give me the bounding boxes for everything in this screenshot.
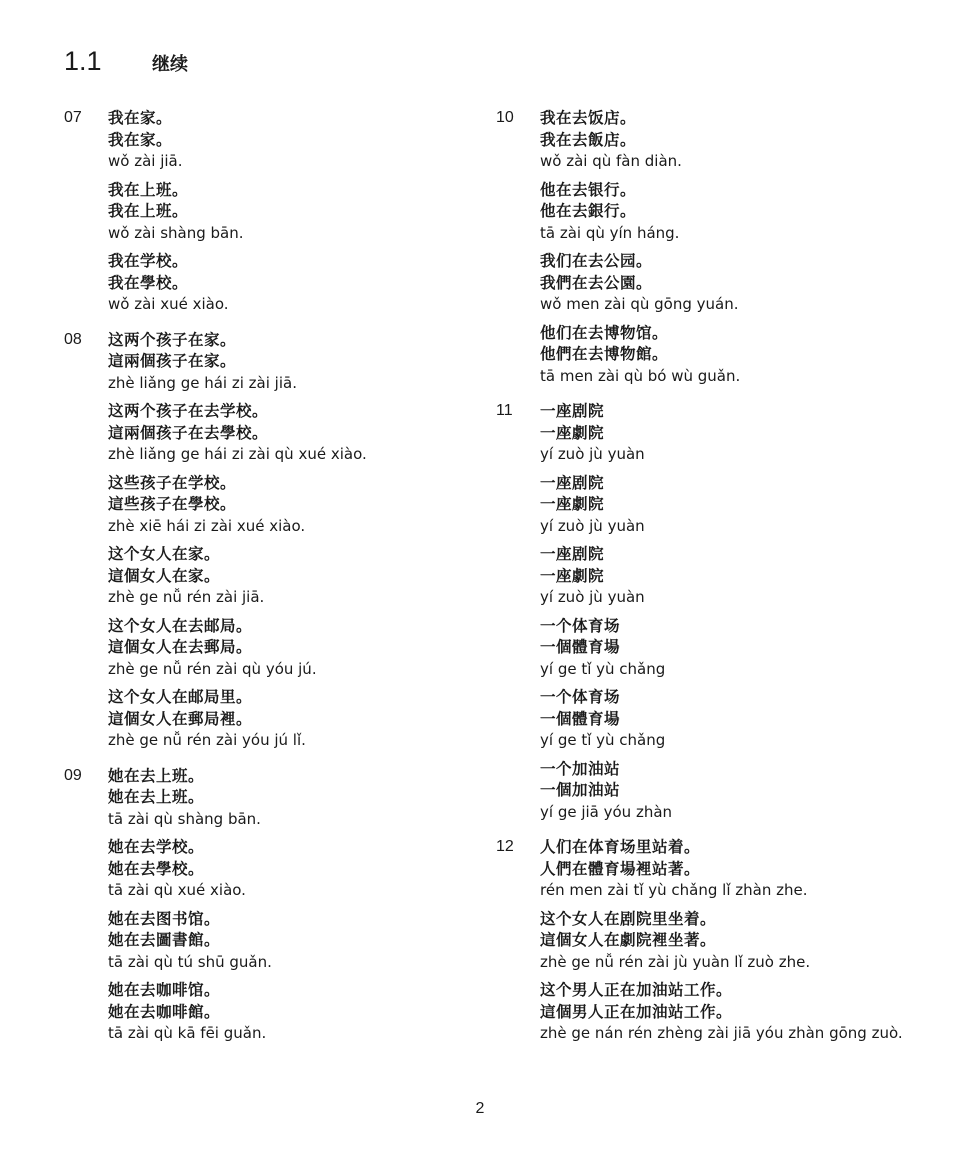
sentence-group: [108, 909, 484, 974]
section-number: 1.1: [64, 46, 102, 76]
simplified-text: 这些孩子在学校。: [108, 473, 237, 492]
pinyin-text: zhè ge nǚ rén zài jù yuàn lǐ zuò zhe.: [540, 952, 811, 971]
simplified-text: 一个体育场: [540, 688, 621, 706]
simplified-text: 一座剧院: [540, 402, 605, 420]
simplified-text: 他们在去博物馆。: [540, 323, 669, 342]
simplified-text: 我在家。: [108, 109, 173, 127]
simplified-text: 我在上班。: [108, 180, 189, 199]
exercise-number: 07: [64, 109, 82, 126]
traditional-text: 我在去飯店。: [540, 130, 637, 149]
sentence-group: [108, 180, 484, 245]
pinyin-text: zhè xiē hái zi zài xué xiào.: [108, 516, 306, 535]
exercise-number: 10: [496, 109, 514, 126]
simplified-text: 这两个孩子在去学校。: [108, 402, 269, 420]
traditional-text: 這兩個孩子在去學校。: [108, 423, 269, 442]
pinyin-text: wǒ zài qù fàn diàn.: [540, 152, 682, 170]
traditional-text: 這兩個孩子在家。: [108, 352, 237, 370]
simplified-text: 我在学校。: [108, 252, 189, 270]
pinyin-text: wǒ men zài qù gōng yuán.: [540, 295, 739, 313]
simplified-text: 她在去上班。: [108, 766, 205, 785]
exercise-number: 11: [496, 402, 513, 419]
sentence-group: [108, 251, 484, 316]
pinyin-text: yí ge tǐ yù chǎng: [540, 659, 666, 678]
pinyin-text: tā zài qù yín háng.: [540, 223, 680, 242]
exercise-12: [496, 837, 916, 1045]
sentence-group: [108, 616, 484, 681]
pinyin-text: wǒ zài jiā.: [108, 152, 183, 170]
simplified-text: 我们在去公园。: [540, 252, 653, 270]
pinyin-text: yí zuò jù yuàn: [540, 516, 645, 535]
traditional-text: 我在家。: [108, 130, 173, 149]
exercise-items: [108, 766, 484, 1045]
simplified-text: 一座剧院: [540, 473, 605, 492]
pinyin-text: wǒ zài xué xiào.: [108, 295, 229, 313]
traditional-text: 一個體育場: [540, 709, 621, 728]
exercise-07: [64, 108, 484, 316]
pinyin-text: yí ge tǐ yù chǎng: [540, 731, 666, 749]
pinyin-text: zhè ge nǚ rén zài jiā.: [108, 588, 265, 606]
sentence-group: [540, 837, 916, 902]
traditional-text: 她在去學校。: [108, 859, 205, 878]
sentence-group: [108, 766, 484, 831]
page-number: 2: [475, 1100, 485, 1117]
traditional-text: 一個體育場: [540, 638, 621, 656]
exercise-items: [540, 401, 916, 823]
sentence-group: [108, 980, 484, 1045]
traditional-text: 這個女人在劇院裡坐著。: [540, 931, 717, 949]
traditional-text: 這些孩子在學校。: [108, 495, 237, 513]
simplified-text: 这个男人正在加油站工作。: [540, 981, 733, 999]
sentence-group: [108, 108, 484, 173]
sentence-group: [540, 544, 916, 609]
pinyin-text: yí ge jiā yóu zhàn: [540, 802, 673, 821]
pinyin-text: zhè ge nǚ rén zài yóu jú lǐ.: [108, 731, 306, 749]
sentence-group: [540, 180, 916, 245]
exercise-items: [108, 108, 484, 316]
sentence-group: [540, 401, 916, 466]
pinyin-text: wǒ zài shàng bān.: [108, 223, 244, 242]
simplified-text: 一个加油站: [540, 759, 621, 778]
simplified-text: 一座剧院: [540, 545, 605, 563]
simplified-text: 一个体育场: [540, 616, 621, 635]
sentence-group: [540, 980, 916, 1045]
simplified-text: 这两个孩子在家。: [108, 330, 237, 349]
simplified-text: 她在去咖啡馆。: [108, 981, 221, 999]
sentence-group: [540, 759, 916, 824]
traditional-text: 一座劇院: [540, 423, 605, 442]
traditional-text: 她在去上班。: [108, 788, 205, 806]
sentence-group: [540, 909, 916, 974]
pinyin-text: zhè liǎng ge hái zi zài jiā.: [108, 373, 297, 392]
exercise-09: [64, 766, 484, 1045]
traditional-text: 他們在去博物館。: [540, 345, 669, 363]
traditional-text: 她在去咖啡館。: [108, 1002, 221, 1021]
pinyin-text: zhè ge nán rén zhèng zài jiā yóu zhàn gōng zuò.: [540, 1024, 903, 1042]
sentence-group: [108, 544, 484, 609]
sentence-group: [108, 401, 484, 466]
exercise-11: [496, 401, 916, 823]
sentence-group: [540, 323, 916, 388]
exercise-items: [540, 837, 916, 1045]
traditional-text: 一座劇院: [540, 566, 605, 585]
exercise-items: [108, 330, 484, 752]
sentence-group: [108, 837, 484, 902]
sentence-group: [108, 330, 484, 395]
traditional-text: 我在學校。: [108, 273, 189, 292]
left-column: [64, 108, 484, 1059]
pinyin-text: tā zài qù tú shū guǎn.: [108, 952, 272, 971]
sentence-group: [540, 251, 916, 316]
traditional-text: 她在去圖書館。: [108, 931, 221, 949]
traditional-text: 我們在去公園。: [540, 273, 653, 292]
pinyin-text: yí zuò jù yuàn: [540, 588, 645, 606]
sentence-group: [540, 616, 916, 681]
exercise-number: 08: [64, 330, 82, 348]
right-column: [496, 108, 916, 1059]
sentence-group: [540, 108, 916, 173]
traditional-text: 人們在體育場裡站著。: [540, 859, 701, 878]
simplified-text: 我在去饭店。: [540, 109, 637, 127]
exercise-08: [64, 330, 484, 752]
section-title: 继续: [152, 54, 188, 75]
traditional-text: 這個女人在家。: [108, 566, 221, 585]
traditional-text: 這個女人在去郵局。: [108, 638, 253, 656]
pinyin-text: tā zài qù xué xiào.: [108, 881, 246, 899]
simplified-text: 这个女人在邮局里。: [108, 688, 253, 706]
simplified-text: 这个女人在剧院里坐着。: [540, 909, 717, 928]
traditional-text: 我在上班。: [108, 202, 189, 220]
pinyin-text: yí zuò jù yuàn: [540, 445, 645, 463]
traditional-text: 他在去銀行。: [540, 202, 637, 220]
traditional-text: 一座劇院: [540, 495, 605, 513]
pinyin-text: tā men zài qù bó wù guǎn.: [540, 366, 741, 385]
pinyin-text: zhè ge nǚ rén zài qù yóu jú.: [108, 659, 317, 678]
sentence-group: [108, 687, 484, 752]
traditional-text: 這個女人在郵局裡。: [108, 709, 253, 728]
exercise-10: [496, 108, 916, 387]
exercise-items: [540, 108, 916, 387]
simplified-text: 她在去学校。: [108, 838, 205, 856]
pinyin-text: tā zài qù kā fēi guǎn.: [108, 1024, 267, 1042]
simplified-text: 这个女人在去邮局。: [108, 616, 253, 635]
simplified-text: 这个女人在家。: [108, 545, 221, 563]
pinyin-text: tā zài qù shàng bān.: [108, 809, 261, 828]
exercise-number: 12: [496, 838, 514, 855]
simplified-text: 他在去银行。: [540, 180, 637, 199]
simplified-text: 人们在体育场里站着。: [540, 838, 701, 856]
sentence-group: [540, 687, 916, 752]
pinyin-text: rén men zài tǐ yù chǎng lǐ zhàn zhe.: [540, 881, 808, 899]
sentence-group: [108, 473, 484, 538]
simplified-text: 她在去图书馆。: [108, 909, 221, 928]
exercise-number: 09: [64, 766, 82, 784]
sentence-group: [540, 473, 916, 538]
traditional-text: 一個加油站: [540, 781, 621, 799]
pinyin-text: zhè liǎng ge hái zi zài qù xué xiào.: [108, 445, 367, 463]
traditional-text: 這個男人正在加油站工作。: [540, 1002, 733, 1021]
